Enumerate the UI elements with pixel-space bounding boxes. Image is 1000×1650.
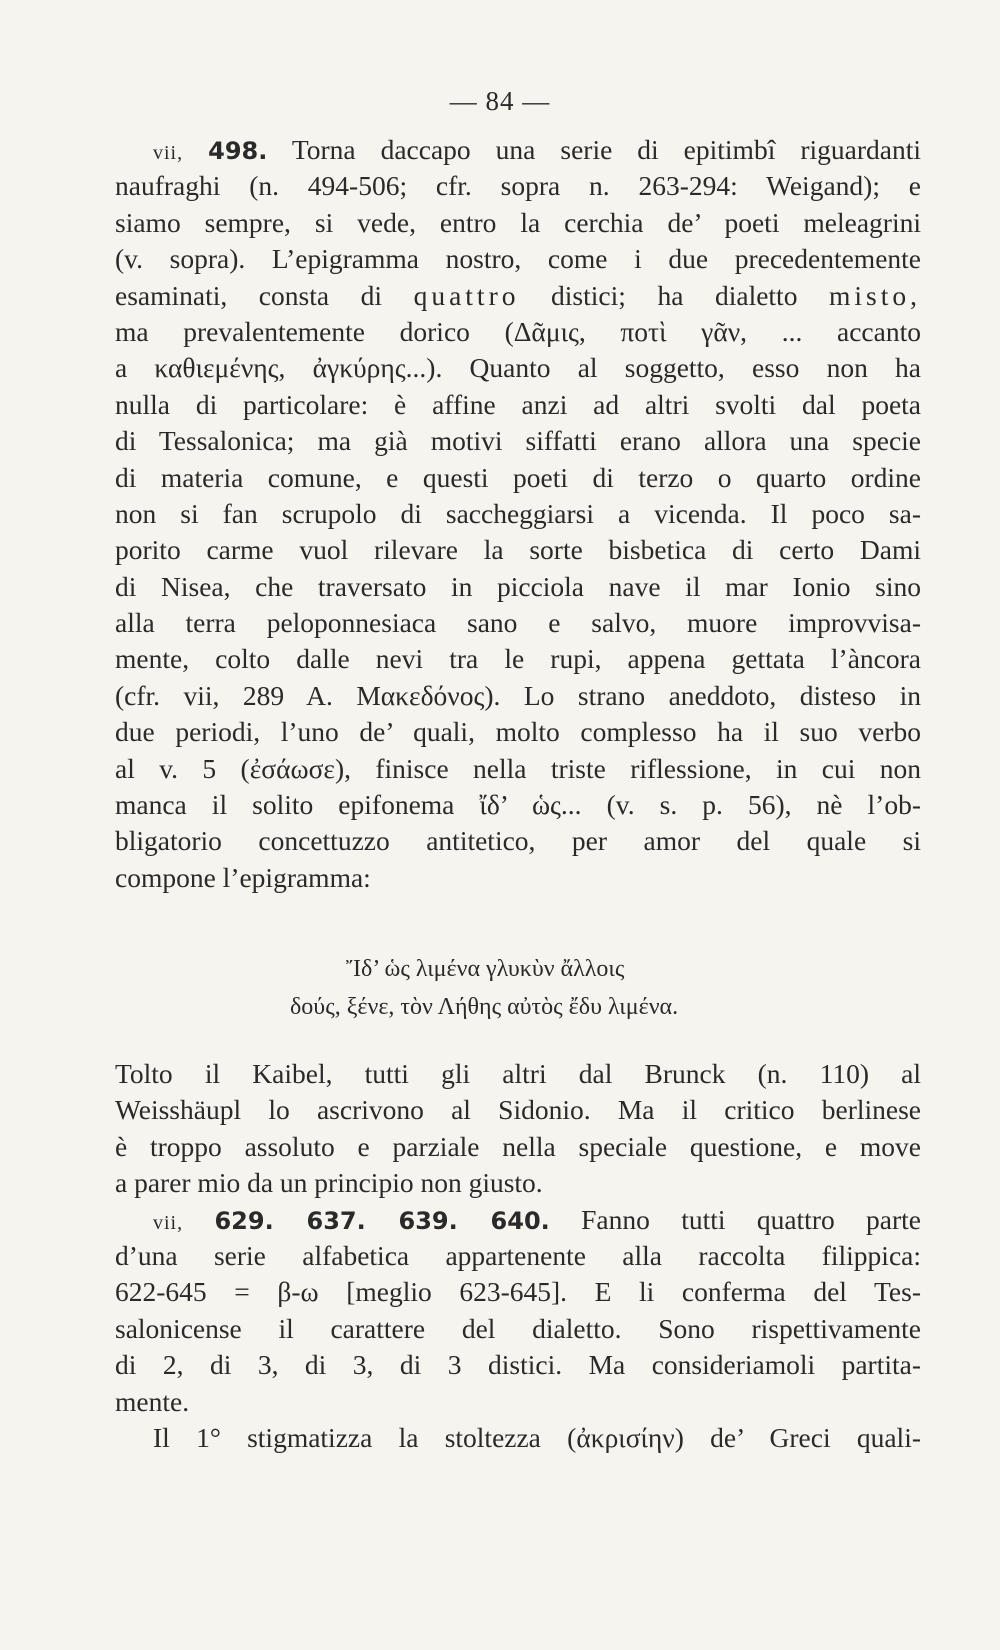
text-line: (cfr. vii, 289 A. Μακεδόνος). Lo strano aneddoto, disteso in — [115, 679, 921, 711]
text-line: d’una serie alfabetica appartenente alla raccolta filippica: — [115, 1239, 921, 1271]
text-line: di Tessalonica; ma già motivi siffatti erano allora una specie — [115, 425, 921, 457]
spaced-word: misto, — [829, 279, 922, 311]
text-line: ma prevalentemente dorico (Δᾶμις, ποτὶ γᾶν, ... accanto — [115, 315, 921, 347]
text-line: alla terra peloponnesiaca sano e salvo, muore improvvisa- — [115, 607, 921, 639]
text-line — [115, 278, 921, 314]
text-line: manca il solito epifonema ἴδ’ ὡς... (v. s. p. 56), nè l’ob- — [115, 789, 921, 821]
text-line: Weisshäupl lo ascrivono al Sidonio. Ma il critico berlinese — [115, 1094, 921, 1126]
text-line: mente, colto dalle nevi tra le rupi, appena gettata l’àncora — [115, 643, 921, 675]
text-line: al v. 5 (ἐσάωσε), finisce nella triste riflessione, in cui non — [115, 752, 921, 784]
line-text: Fanno tutti quattro parte — [581, 1203, 922, 1235]
verse-line: Ἴδ’ ὡς λιμένα γλυκὺν ἄλλοις — [346, 956, 625, 982]
line-text: distici; ha dialetto — [551, 279, 798, 311]
epigram-numbers: 629. 637. 639. 640. — [214, 1206, 550, 1235]
text-line: a parer mio da un principio non giusto. — [115, 1167, 543, 1199]
text-line: è troppo assoluto e parziale nella speciale questione, e move — [115, 1130, 921, 1162]
text-line: di Nisea, che traversato in picciola nave il mar Ionio sino — [115, 570, 921, 602]
text-line: due periodi, l’uno de’ quali, molto complesso ha il suo verbo — [115, 716, 921, 748]
paragraph-epigram-498 — [115, 132, 921, 896]
text-line: mente. — [115, 1385, 190, 1417]
line-text: esaminati, consta di — [115, 279, 383, 311]
text-line: salonicense il carattere del dialetto. Sono rispettivamente — [115, 1312, 921, 1344]
epigram-number: 498. — [208, 137, 268, 165]
text-line: compone l’epigramma: — [115, 861, 371, 893]
page-number: — 84 — — [449, 86, 551, 116]
verse-line: δούς, ξένε, τὸν Λήθης αὐτὸς ἔδυ λιμένα. — [290, 994, 679, 1020]
text-line: a καθιεμένης, ἀγκύρης...). Quanto al soggetto, esso non ha — [115, 352, 921, 384]
text-line: Tolto il Kaibel, tutti gli altri dal Brunck (n. 110) al — [115, 1058, 921, 1089]
text-line: nulla di particolare: è affine anzi ad altri svolti dal poeta — [115, 388, 921, 420]
text-line: non si fan scrupolo di saccheggiarsi a vicenda. Il poco sa- — [115, 497, 921, 529]
paragraph-commentary — [115, 1056, 921, 1456]
text-line: di 2, di 3, di 3, di 3 distici. Ma consideriamoli partita- — [115, 1349, 921, 1381]
text-line: naufraghi (n. 494-506; cfr. sopra n. 263-294: Weigand); e — [115, 170, 921, 202]
text-line: (v. sopra). L’epigramma nostro, come i due precedentemente — [115, 243, 921, 275]
book-reference: vii, — [153, 142, 184, 164]
text-line: Il 1° stigmatizza la stoltezza (ἀκρισίην) de’ Greci quali- — [153, 1421, 921, 1453]
spaced-word: quattro — [413, 279, 520, 311]
text-line — [115, 1202, 921, 1238]
text-line: bligatorio concettuzzo antitetico, per amor del quale si — [115, 825, 921, 857]
quoted-verse — [290, 950, 760, 1026]
text-line: di materia comune, e questi poeti di terzo o quarto ordine — [115, 461, 921, 493]
text-line — [115, 132, 921, 168]
text-line: porito carme vuol rilevare la sorte bisbetica di certo Dami — [115, 534, 921, 566]
book-reference: vii, — [153, 1211, 184, 1234]
text-line: 622-645 = β-ω [meglio 623-645]. E li conferma del Tes- — [115, 1276, 921, 1308]
text-line: siamo sempre, si vede, entro la cerchia de’ poeti meleagrini — [115, 206, 921, 238]
line-text: Torna daccapo una serie di epitimbî riguardanti — [291, 134, 921, 165]
